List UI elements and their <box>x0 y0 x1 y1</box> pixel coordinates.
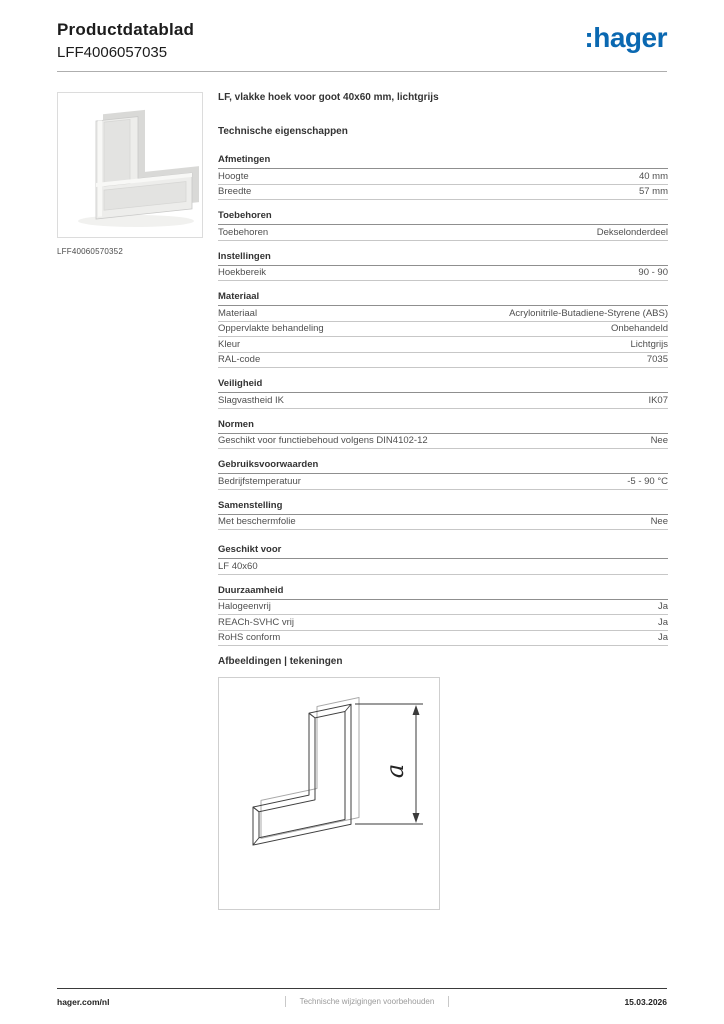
spec-section <box>218 585 668 647</box>
spec-row <box>218 615 668 631</box>
spec-label: Bedrijfstemperatuur <box>218 475 301 487</box>
spec-column <box>218 92 668 910</box>
spec-value: Nee <box>650 516 668 527</box>
spec-section <box>218 500 668 531</box>
spec-label: REACh-SVHC vrij <box>218 616 295 628</box>
spec-label: Hoekbereik <box>218 267 267 278</box>
spec-section <box>218 459 668 490</box>
spec-section-heading: Samenstelling <box>218 500 668 515</box>
spec-row <box>218 266 668 282</box>
spec-label: Materiaal <box>218 307 258 319</box>
spec-label: Breedte <box>218 186 252 197</box>
spec-row <box>218 225 668 241</box>
footer-divider <box>57 988 667 989</box>
tech-heading: Technische eigenschappen <box>218 126 348 137</box>
technical-drawing-svg <box>219 679 439 909</box>
spec-value <box>656 562 668 572</box>
spec-row <box>218 559 668 575</box>
spec-row <box>218 306 668 322</box>
images-heading: Afbeeldingen | tekeningen <box>218 656 343 667</box>
spec-section-heading: Duurzaamheid <box>218 585 668 600</box>
spec-value: Onbehandeld <box>610 323 668 334</box>
product-shadow <box>78 215 194 227</box>
spec-section <box>218 419 668 450</box>
spec-value: Ja <box>657 616 668 628</box>
spec-label: Met beschermfolie <box>218 516 296 527</box>
spec-section-heading: Afmetingen <box>218 154 668 169</box>
spec-row <box>218 322 668 338</box>
spec-row <box>218 393 668 409</box>
spec-label: Geschikt voor functiebehoud volgens DIN4102-12 <box>218 435 428 446</box>
spec-sections-extra <box>218 544 668 646</box>
spec-section-heading: Gebruiksvoorwaarden <box>218 459 668 474</box>
dimension-label: a <box>381 763 409 778</box>
spec-value: 40 mm <box>638 170 668 182</box>
spec-section-heading: Toebehoren <box>218 210 668 225</box>
product-image-column <box>57 92 203 256</box>
spec-section <box>218 544 668 575</box>
footer-notice: Technische wijzigingen voorbehouden <box>285 996 450 1007</box>
spec-sections <box>218 154 668 530</box>
spec-label: Oppervlakte behandeling <box>218 323 324 334</box>
spec-section <box>218 378 668 409</box>
spec-row <box>218 600 668 616</box>
spec-section-heading: Geschikt voor <box>218 544 668 559</box>
spec-label: RoHS conform <box>218 632 281 643</box>
page-title: Productdatablad <box>57 20 195 39</box>
spec-section-heading: Normen <box>218 419 668 434</box>
spec-value: -5 - 90 °C <box>627 475 668 487</box>
spec-section-heading: Veiligheid <box>218 378 668 393</box>
spec-value: Ja <box>657 601 668 612</box>
spec-value: Ja <box>657 632 668 643</box>
spec-section-heading: Materiaal <box>218 291 668 306</box>
spec-label: RAL-code <box>218 354 261 365</box>
spec-row <box>218 515 668 531</box>
spec-label: Kleur <box>218 338 241 350</box>
spec-row <box>218 337 668 353</box>
spec-row <box>218 434 668 450</box>
header <box>57 20 667 61</box>
technical-drawing <box>218 677 440 910</box>
header-divider <box>57 71 667 72</box>
spec-label: LF 40x60 <box>218 560 258 572</box>
spec-value: Lichtgrijs <box>630 338 668 350</box>
spec-row <box>218 185 668 201</box>
spec-label: Halogeenvrij <box>218 601 271 612</box>
product-image-caption: LFF40060570352 <box>57 247 123 256</box>
part-drawing <box>253 697 359 845</box>
product-photo-illustration <box>58 93 202 237</box>
hager-logo: :hager <box>584 22 667 53</box>
product-id: LFF4006057035 <box>57 44 168 61</box>
spec-value: Acrylonitrile-Butadiene-Styrene (ABS) <box>509 307 668 319</box>
footer-date: 15.03.2026 <box>624 996 667 1007</box>
spec-value: Dekselonderdeel <box>596 226 668 238</box>
spec-value: Nee <box>650 435 668 446</box>
spec-label: Hoogte <box>218 170 249 182</box>
corner-piece <box>96 104 199 219</box>
footer <box>57 996 667 1007</box>
spec-section <box>218 291 668 368</box>
footer-site-link[interactable]: hager.com/nl <box>57 996 110 1007</box>
spec-section <box>218 251 668 282</box>
spec-value: 7035 <box>646 354 668 365</box>
spec-label: Slagvastheid IK <box>218 394 285 406</box>
spec-value: 90 - 90 <box>638 267 668 278</box>
spec-row <box>218 631 668 647</box>
product-title: LF, vlakke hoek voor goot 40x60 mm, lichtgrijs <box>218 92 439 103</box>
spec-label: Toebehoren <box>218 226 269 238</box>
spec-row <box>218 353 668 369</box>
spec-section <box>218 154 668 200</box>
spec-section-heading: Instellingen <box>218 251 668 266</box>
spec-row <box>218 474 668 490</box>
spec-row <box>218 169 668 185</box>
spec-value: IK07 <box>648 394 668 406</box>
spec-value: 57 mm <box>638 186 668 197</box>
product-image <box>57 92 203 238</box>
spec-section <box>218 210 668 241</box>
